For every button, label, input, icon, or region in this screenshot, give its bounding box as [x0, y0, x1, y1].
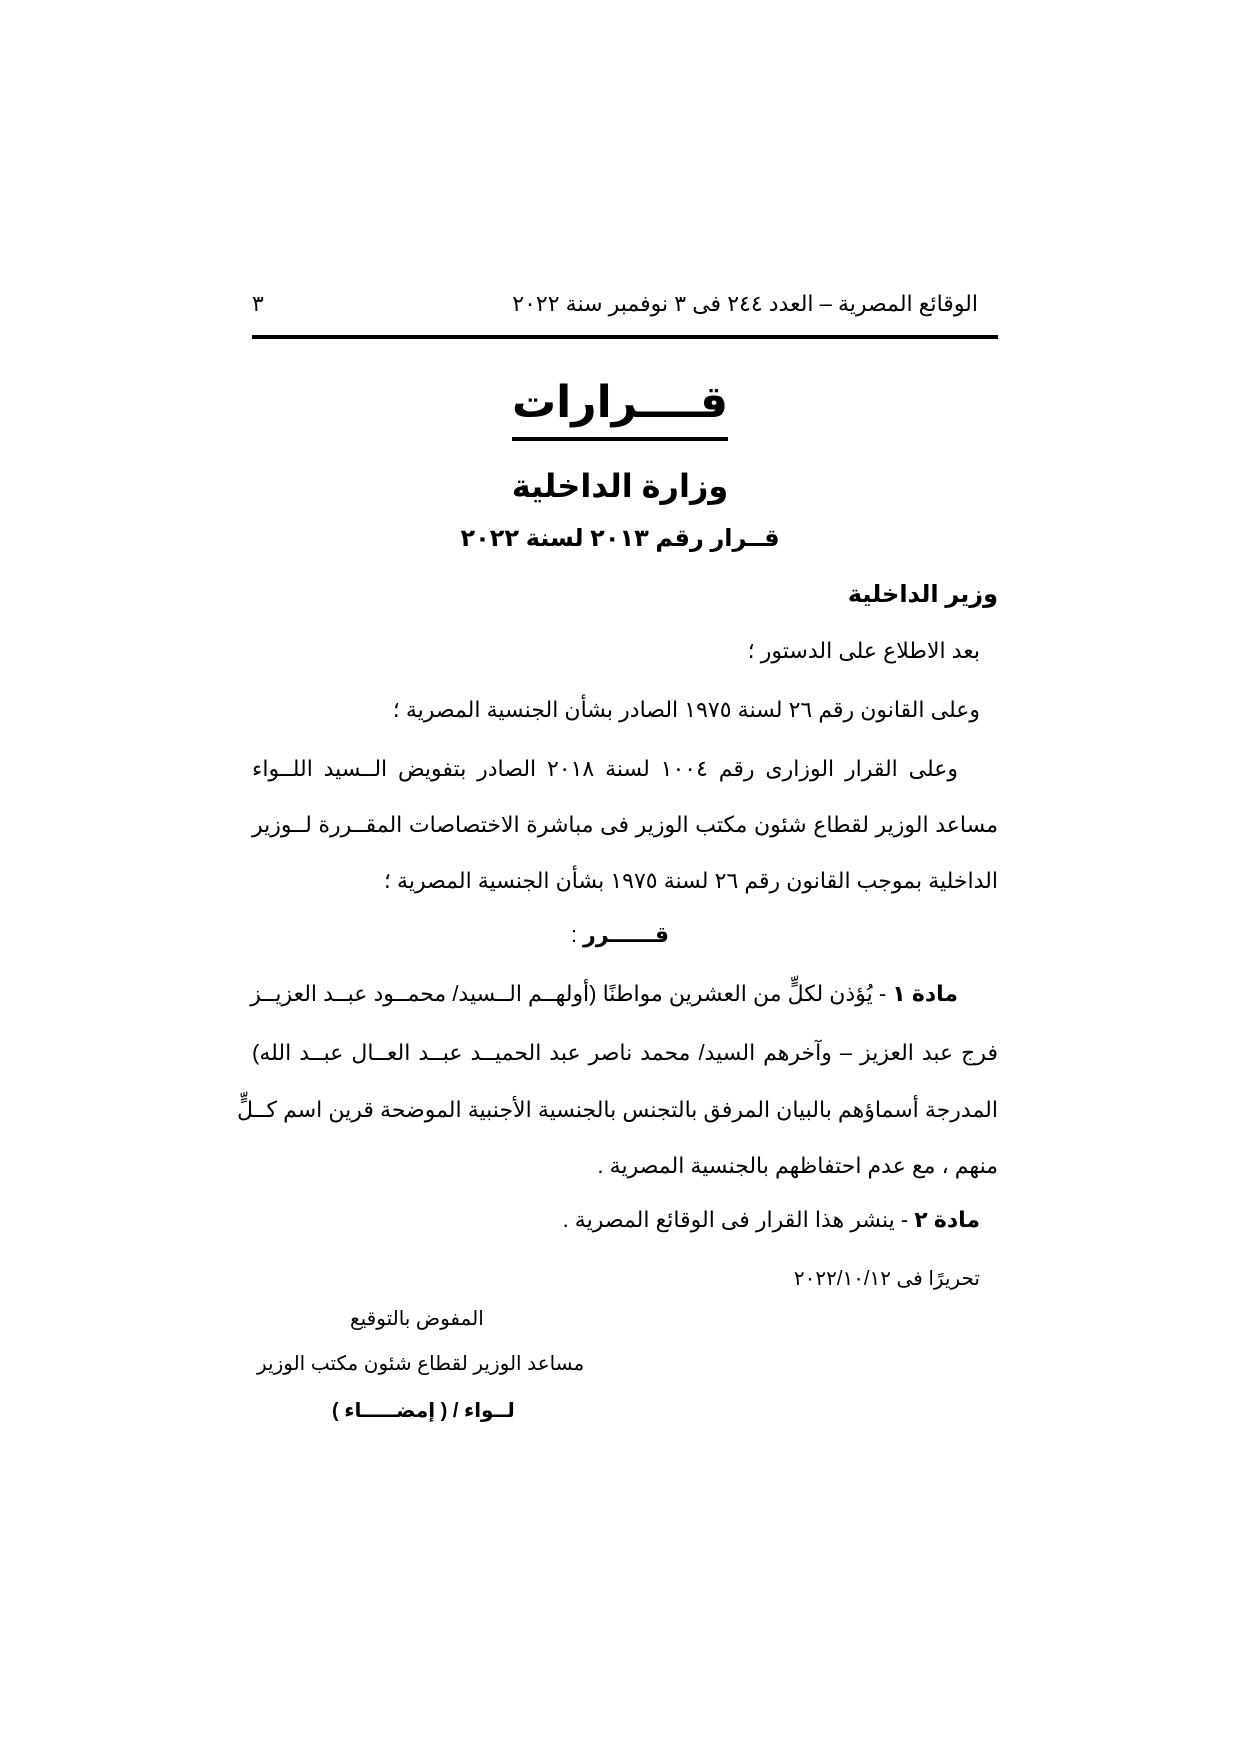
- issuer: وزير الداخلية: [847, 581, 998, 608]
- header-rule: [252, 335, 998, 339]
- preamble-line: الداخلية بموجب القانون رقم ٢٦ لسنة ١٩٧٥ بشأن الجنسية المصرية ؛: [383, 868, 998, 893]
- article-1-text: - يُؤذن لكلٍّ من العشرين مواطنًا (أولهــم الــسيد/ محمــود عبــد العزيــز: [250, 981, 893, 1006]
- article-2-text: - ينشر هذا القرار فى الوقائع المصرية .: [562, 1207, 915, 1232]
- section-title-text: قــــرارات: [512, 378, 728, 441]
- signature-placeholder: ( إمضـــــاء ): [332, 1400, 448, 1422]
- ministry-title: وزارة الداخلية: [511, 468, 729, 504]
- article-2-label: مادة ٢: [914, 1207, 980, 1232]
- page-number: ٣: [252, 291, 264, 316]
- article-1-label: مادة ١: [892, 981, 958, 1006]
- signature-rank: لــواء /: [447, 1400, 515, 1422]
- date-line: تحريرًا فى ٢٠٢٢/١٠/١٢: [793, 1268, 980, 1290]
- decided-heading: [0, 920, 1240, 950]
- preamble-line: مساعد الوزير لقطاع شئون مكتب الوزير فى مباشرة الاختصاصات المقــررة لــوزير: [252, 812, 998, 837]
- preamble-line: وعلى القانون رقم ٢٦ لسنة ١٩٧٥ الصادر بشأن الجنسية المصرية ؛: [392, 697, 980, 722]
- article-2-line: [563, 1205, 980, 1235]
- signature-line-1: المفوض بالتوقيع: [350, 1308, 484, 1330]
- decree-title: قــرار رقم ٢٠١٣ لسنة ٢٠٢٢: [460, 525, 780, 552]
- article-1-line: المدرجة أسماؤهم بالبيان المرفق بالتجنس بالجنسية الأجنبية الموضحة قرين اسم كــلٍّ: [236, 1097, 998, 1122]
- article-1-line: منهم ، مع عدم احتفاظهم بالجنسية المصرية .: [597, 1153, 998, 1178]
- preamble-line: وعلى القرار الوزارى رقم ١٠٠٤ لسنة ٢٠١٨ الصادر بتفويض الــسيد اللــواء: [252, 756, 958, 781]
- decided-word: قــــــرر: [583, 922, 670, 947]
- article-1-line: [252, 979, 958, 1009]
- header-title: الوقائع المصرية – العدد ٢٤٤ فى ٣ نوفمبر سنة ٢٠٢٢: [512, 291, 978, 316]
- section-title: [0, 376, 1240, 430]
- article-1-line: فرج عبد العزيز – وآخرهم السيد/ محمد ناصر عبد الحميــد عبــد العــال عبــد الله): [252, 1040, 998, 1065]
- signature-line-2: مساعد الوزير لقطاع شئون مكتب الوزير: [257, 1353, 585, 1375]
- preamble-line: بعد الاطلاع على الدستور ؛: [747, 638, 980, 663]
- decided-colon: :: [570, 922, 584, 947]
- signature-line-3: [332, 1396, 515, 1426]
